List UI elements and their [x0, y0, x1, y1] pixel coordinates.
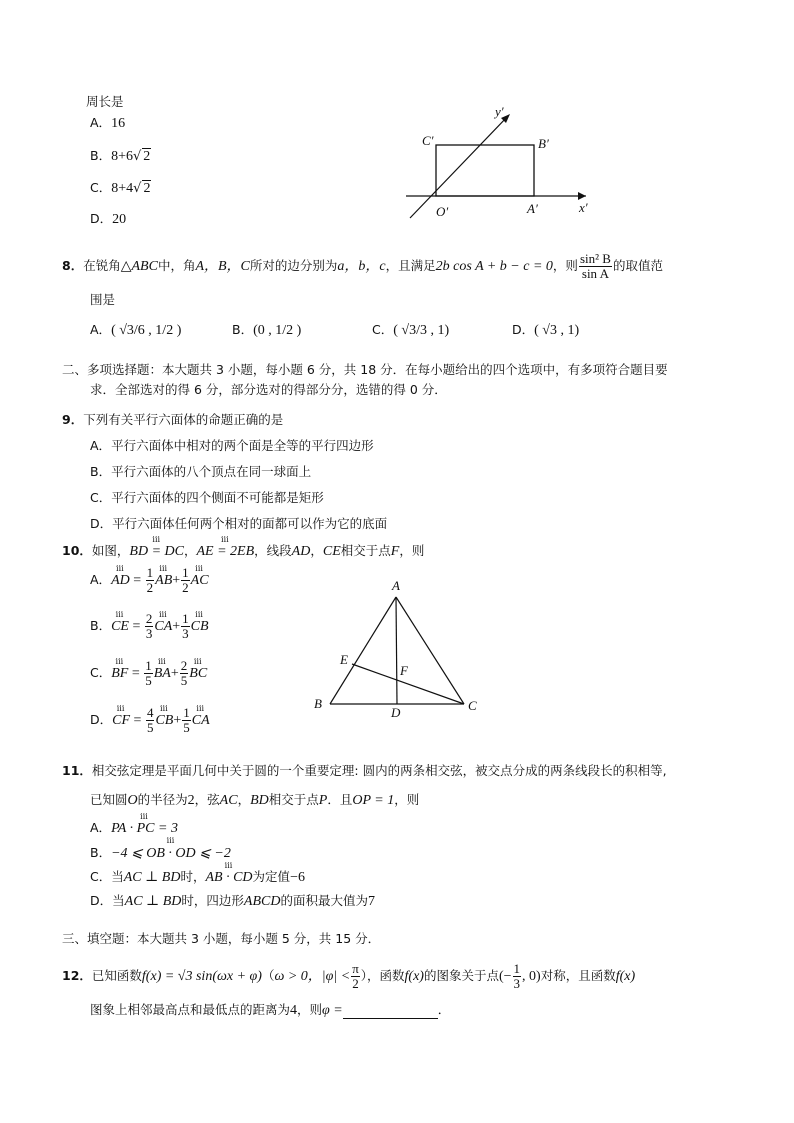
label-a: A — [392, 578, 400, 593]
label-y: y′ — [495, 104, 504, 119]
section2-heading-line2: 求．全部选对的得 6 分，部分选对的得部分分，选错的得 0 分． — [90, 382, 447, 397]
section3-heading: 三、填空题：本大题共 3 小题，每小题 5 分，共 15 分． — [62, 931, 381, 946]
label-c: C — [468, 698, 477, 713]
q7-option-b: B．8+6√ 2 — [90, 148, 151, 164]
side-ac — [396, 597, 464, 704]
answer-blank[interactable] — [343, 1005, 438, 1019]
q7-option-c: C．8+4√ 2 — [90, 180, 151, 196]
q8-option-c: C．( √3/3 , 1) — [372, 322, 450, 338]
q10-option-c: C．ⅲ BF = $\frac{1}{5}$ ⅲ BA+ $\frac{2}{5}$ ⅲ BC — [90, 659, 207, 688]
x-axis-arrow — [578, 192, 586, 200]
segment-ad — [396, 597, 397, 704]
q8-stem-line2: 围是 — [90, 292, 116, 307]
q7-oblique-figure — [400, 98, 600, 228]
label-b: B — [314, 696, 322, 711]
q9-option-d: D．平行六面体任何两个相对的面都可以作为它的底面 — [90, 516, 388, 531]
q11-option-d: D．当AC ⊥ BD时，四边形ABCD的面积最大值为7 — [90, 893, 375, 909]
label-o: O′ — [436, 204, 449, 219]
label-a: A′ — [527, 201, 538, 216]
q9-option-b: B．平行六面体的八个顶点在同一球面上 — [90, 464, 312, 479]
label-b: B′ — [538, 136, 549, 151]
q10-option-a: A．ⅲ AD = $\frac{1}{2}$ ⅲ AB+ $\frac{1}{2}$ ⅲ AC — [90, 566, 209, 595]
q8-fraction: $\frac{\text{sin² B}}{\text{sin A}}$ — [579, 251, 611, 281]
q8-stem: 8．在锐角△ABC中，角A，B，C所对的边分别为a，b，c，且满足2b cos A + b − c = 0，则 $\frac{\text{sin² B}}{\text{sin A}}$ 的取值范 — [62, 251, 663, 281]
label-c: C′ — [422, 133, 434, 148]
label-e: E — [340, 652, 348, 667]
q12-stem: 12．已知函数f(x) = √3 sin(ωx + φ)（ω > 0，|φ| < $\frac{\pi}{2}$ ），函数f(x)的图象关于点(− $\frac{1}{3}$ , 0)对称，且函数f(x) — [62, 961, 636, 991]
q11-option-b: B．ⅲ −4 ⩽ OB · OD ⩽ −2 — [90, 843, 231, 862]
sqrt-sign: √ — [132, 149, 142, 164]
label-x: x′ — [579, 200, 588, 215]
q11-stem-line2: 已知圆O的半径为2，弦AC，BD相交于点P．且OP = 1，则 — [90, 792, 420, 808]
q11-stem: 11．相交弦定理是平面几何中关于圆的一个重要定理: 圆内的两条相交弦，被交点分成的两条线段长的积相等, — [62, 763, 667, 778]
q8-option-a: A．( √3/6 , 1/2 ) — [90, 322, 182, 338]
q10-triangle-figure — [310, 575, 490, 720]
q8-option-d: D．( √3 , 1) — [512, 322, 580, 338]
rectangle — [436, 145, 534, 196]
q9-stem: 9．下列有关平行六面体的命题正确的是 — [62, 412, 284, 427]
q7-stem-tail: 周长是 — [86, 94, 124, 109]
sqrt-sign: √ — [133, 181, 142, 196]
q10-stem: 10．如图，ⅲ BD = DC，ⅲ AE = 2EB，线段AD，CE相交于点F，则 — [62, 541, 424, 560]
q7-option-d: D．20 — [90, 211, 127, 227]
section2-heading: 二、多项选择题：本大题共 3 小题，每小题 6 分，共 18 分．在每小题给出的四个选项中，有多项符合题目要 — [62, 362, 668, 377]
q9-option-a: A．平行六面体中相对的两个面是全等的平行四边形 — [90, 438, 374, 453]
q7-option-a: A．16 — [90, 115, 126, 131]
q8-option-b: B．(0 , 1/2 ) — [232, 322, 302, 338]
label-f: F — [400, 663, 408, 678]
label-d: D — [391, 705, 401, 720]
q12-stem-line2: 图象上相邻最高点和最低点的距离为4，则φ = ． — [90, 1002, 451, 1018]
y-axis — [410, 116, 508, 218]
segment-ce — [352, 664, 464, 704]
q11-option-c: C．当AC ⊥ BD时，ⅲ AB · CD为定值−6 — [90, 867, 305, 886]
q9-option-c: C．平行六面体的四个侧面不可能都是矩形 — [90, 490, 324, 505]
q10-option-b: B．ⅲ CE = $\frac{2}{3}$ ⅲ CA+ $\frac{1}{3}$ ⅲ CB — [90, 612, 209, 641]
q10-option-d: D．ⅲ CF = $\frac{4}{5}$ ⅲ CB+ $\frac{1}{5}$ ⅲ CA — [90, 706, 210, 735]
side-ab — [330, 597, 396, 704]
q11-option-a: A．ⅲ PA · PC = 3 — [90, 818, 178, 837]
